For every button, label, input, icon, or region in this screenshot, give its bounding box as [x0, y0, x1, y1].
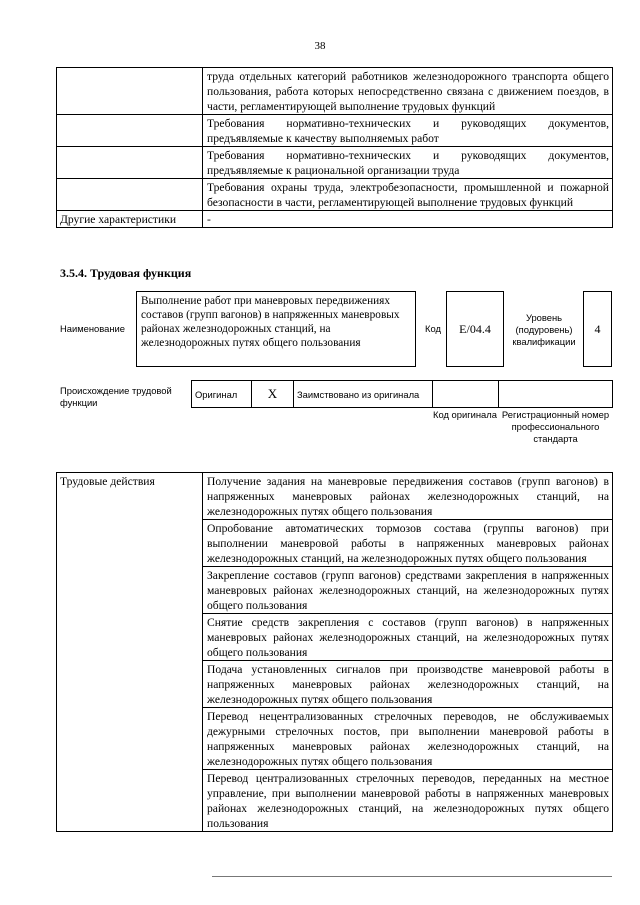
labor-action-item: Закрепление составов (групп вагонов) средствами закрепления в напряженных маневровых районах железнодорожных станций, на железнодорожных путях общего пользования	[203, 567, 613, 614]
labor-action-item: Перевод нецентрализованных стрелочных переводов, не обслуживаемых дежурными стрелочных постов, при выполнении маневровой работы в напряженных маневровых районах железнодорожных станций, на железнодорожных путях общего пользования	[203, 708, 613, 770]
row-label	[57, 68, 203, 115]
borrowed-label: Заимствовано из оригинала	[294, 381, 433, 408]
labor-action-item: Опробование автоматических тормозов состава (группы вагонов) при выполнении маневровой работы в напряженных маневровых районах железнодорожных станций, на железнодорожных путях общего пользования	[203, 520, 613, 567]
original-mark: X	[267, 386, 278, 401]
registration-number-cell	[499, 381, 613, 408]
table-row	[57, 68, 613, 115]
origin-table	[191, 380, 613, 408]
original-code-cell	[433, 381, 499, 408]
table-row	[57, 211, 613, 228]
code-label: Код	[425, 323, 441, 334]
row-label	[57, 115, 203, 147]
labor-actions-table	[56, 472, 613, 832]
function-code-box	[446, 291, 504, 367]
qualification-level-box	[583, 291, 612, 367]
original-label: Оригинал	[192, 381, 252, 408]
function-name-box: Выполнение работ при маневровых передвижениях составов (групп вагонов) в напряженных маневровых районах железнодорожных станций, на железнодорожных путях общего пользования	[136, 291, 416, 367]
table-row	[57, 179, 613, 211]
table-row	[192, 381, 613, 408]
original-mark-cell	[252, 381, 294, 408]
table-row	[57, 473, 613, 520]
qualification-level-value: 4	[594, 321, 601, 336]
function-code-value: E/04.4	[459, 321, 491, 336]
original-code-caption: Код оригинала	[433, 409, 497, 420]
table-row	[57, 147, 613, 179]
section-title: 3.5.4. Трудовая функция	[60, 266, 192, 280]
row-label	[57, 147, 203, 179]
page-number: 38	[314, 40, 326, 52]
labor-actions-label: Трудовые действия	[57, 473, 203, 832]
name-label: Наименование	[60, 323, 125, 334]
labor-action-item: Снятие средств закрепления с составов (групп вагонов) в напряженных маневровых районах железнодорожных станций, на железнодорожных путях общего пользования	[203, 614, 613, 661]
requirements-table	[56, 67, 613, 228]
labor-action-item: Перевод централизованных стрелочных переводов, переданных на местное управление, при выполнении маневровой работы в напряженных маневровых районах железнодорожных станций, на железнодорожных путях общего пользования	[203, 770, 613, 832]
footer-divider	[212, 876, 612, 877]
row-text: Требования нормативно-технических и руководящих документов, предъявляемые к рациональной организации труда	[203, 147, 613, 179]
registration-number-caption: Регистрационный номер профессионального стандарта	[501, 409, 610, 444]
other-characteristics-value: -	[203, 211, 613, 228]
row-text: Требования нормативно-технических и руководящих документов, предъявляемые к качеству выполняемых работ	[203, 115, 613, 147]
other-characteristics-label: Другие характеристики	[57, 211, 203, 228]
table-row	[57, 115, 613, 147]
labor-action-item: Подача установленных сигналов при производстве маневровой работы в напряженных маневровых районах железнодорожных станций, на железнодорожных путях общего пользования	[203, 661, 613, 708]
row-label	[57, 179, 203, 211]
row-text: труда отдельных категорий работников железнодорожного транспорта общего пользования, работа которых непосредственно связана с движением поездов, в части, регламентирующей выполнение трудовых функций	[203, 68, 613, 115]
row-text: Требования охраны труда, электробезопасности, промышленной и пожарной безопасности в части, регламентирующей выполнение трудовых функций	[203, 179, 613, 211]
qualification-level-label: Уровень (подуровень) квалификации	[512, 312, 576, 347]
labor-action-item: Получение задания на маневровые передвижения составов (групп вагонов) в напряженных маневровых районах железнодорожных станций, на железнодорожных путях общего пользования	[203, 473, 613, 520]
origin-label: Происхождение трудовой функции	[60, 385, 172, 408]
